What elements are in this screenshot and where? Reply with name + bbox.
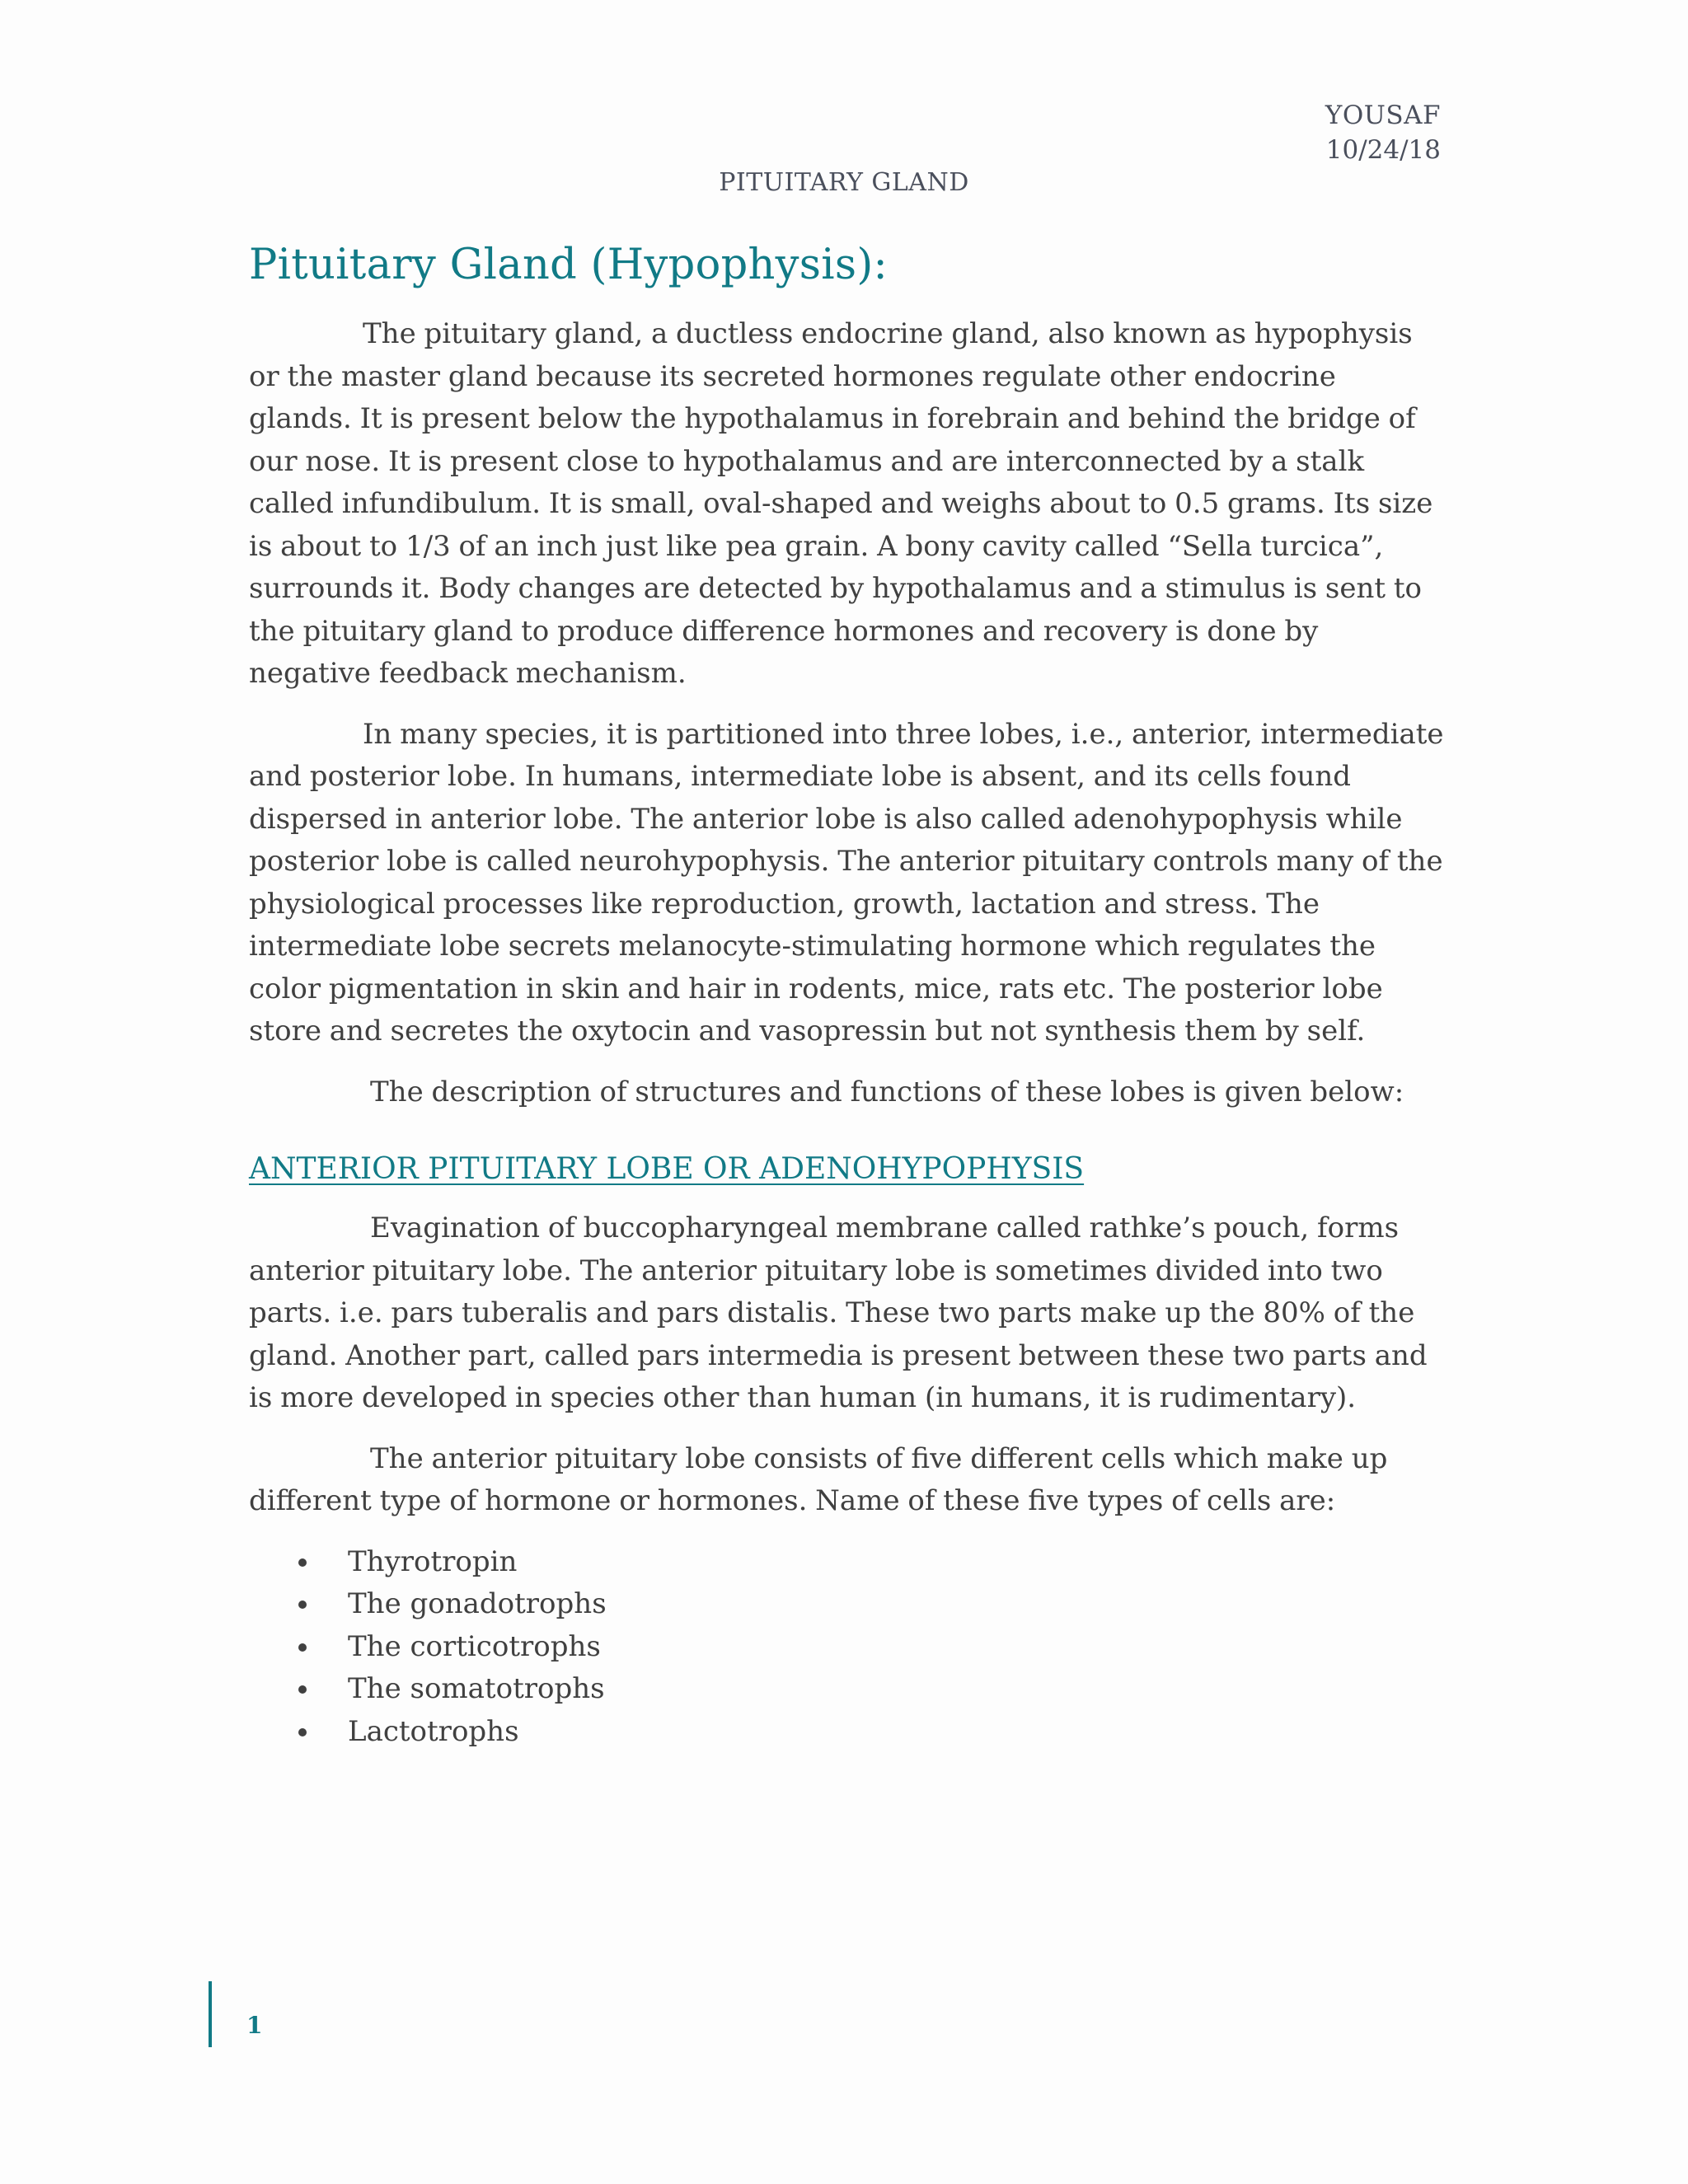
list-item xyxy=(249,1711,1444,1754)
list-item xyxy=(249,1541,1444,1584)
paragraph-anterior-formation: Evagination of buccopharyngeal membrane called rathke’s pouch, forms anterior pituitary lobe. The anterior pituitary lobe is sometimes divided into two parts. i.e. pars tuberalis and pars distalis. These two parts make up the 80% of the gland. Another part, called pars intermedia is present between these two parts and is more developed in species other than human (in humans, it is rudimentary). xyxy=(249,1212,1428,1414)
header-date: 10/24/18 xyxy=(1325,135,1441,165)
paragraph-anterior-cells: The anterior pituitary lobe consists of five different cells which make up different type of hormone or hormones. Name of these five types of cells are: xyxy=(249,1441,1388,1517)
section-heading-anterior-lobe[interactable]: ANTERIOR PITUITARY LOBE OR ADENOHYPOPHYSIS xyxy=(249,1152,1085,1186)
footer-accent-bar xyxy=(209,1981,212,2047)
document-body xyxy=(249,232,1444,1753)
list-item-label: The corticotrophs xyxy=(348,1629,601,1663)
list-item xyxy=(249,1668,1444,1711)
paragraph-lobes: In many species, it is partitioned into three lobes, i.e., anterior, intermediate and posterior lobe. In humans, intermediate lobe is absent, and its cells found dispersed in anterior lobe. The anterior lobe is also called adenohypophysis while posterior lobe is called neurohypophysis. The anterior pituitary controls many of the physiological processes like reproduction, growth, lactation and stress. The intermediate lobe secrets melanocyte-stimulating hormone which regulates the color pigmentation in skin and hair in rodents, mice, rats etc. The posterior lobe store and secretes the oxytocin and vasopressin but not synthesis them by self. xyxy=(249,717,1444,1047)
list-item-label: The gonadotrophs xyxy=(348,1587,607,1620)
paragraph-intro: The pituitary gland, a ductless endocrine gland, also known as hypophysis or the master gland because its secreted hormones regulate other endocrine glands. It is present below the hypothalamus in forebrain and behind the bridge of our nose. It is present close to hypothalamus and are interconnected by a stalk called infundibulum. It is small, oval-shaped and weighs about to 0.5 grams. Its size is about to 1/3 of an inch just like pea grain. A bony cavity called “Sella turcica”, surrounds it. Body changes are detected by hypothalamus and a stimulus is sent to the pituitary gland to produce difference hormones and recovery is done by negative feedback mechanism. xyxy=(249,317,1433,690)
cell-types-list xyxy=(249,1541,1444,1754)
running-header-title: PITUITARY GLAND xyxy=(719,168,969,197)
list-item-label: Lactotrophs xyxy=(348,1714,519,1748)
list-item-label: Thyrotropin xyxy=(348,1544,518,1578)
header-author: YOUSAF xyxy=(1325,101,1441,130)
list-item-label: The somatotrophs xyxy=(348,1672,605,1705)
bullet-icon xyxy=(298,1643,307,1652)
list-item xyxy=(249,1626,1444,1669)
bullet-icon xyxy=(298,1685,307,1694)
bullet-icon xyxy=(298,1558,307,1567)
paragraph-description-lead: The description of structures and functions of these lobes is given below: xyxy=(370,1075,1404,1108)
list-item xyxy=(249,1583,1444,1626)
bullet-icon xyxy=(298,1601,307,1609)
document-title: Pituitary Gland (Hypophysis): xyxy=(249,241,889,289)
bullet-icon xyxy=(298,1728,307,1736)
page-number: 1 xyxy=(246,2012,263,2039)
